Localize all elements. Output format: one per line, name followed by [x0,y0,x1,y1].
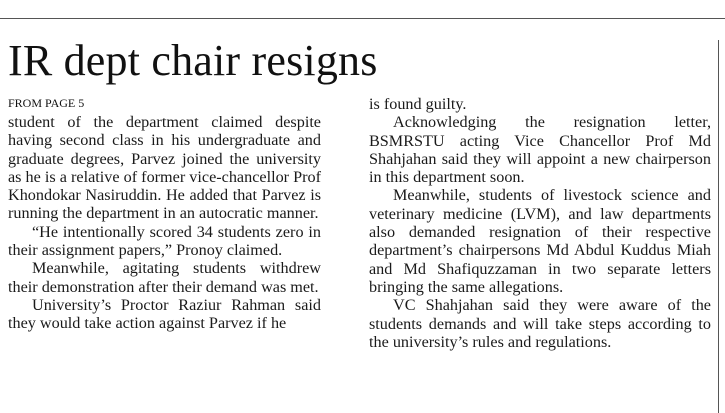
paragraph: Meanwhile, students of livestock science and veterinary medicine (LVM), and law departments also demanded resignation of their respective department’s chairpersons Md Abdul Kuddus Miah and Md Shafiquzzaman in two separate letters bringing the same allegations. [369,186,711,296]
paragraph: Acknowledging the resignation letter, BSMRSTU acting Vice Chancellor Prof Md Shahjahan said they will appoint a new chairperson in this department soon. [369,113,711,187]
paragraph: is found guilty. [369,95,467,113]
column-rule [718,40,719,413]
paragraph: “He intentionally scored 34 students zero in their assignment papers,” Pronoy claimed. [8,222,321,260]
paragraph: VC Shahjahan said they were aware of the students demands and will take steps according to the university’s rules and regulations. [369,296,711,351]
article-column-2 [369,95,711,351]
paragraph: University’s Proctor Raziur Rahman said they would take action against Parvez if he [8,295,321,333]
article-column-1 [8,113,321,333]
top-rule [0,18,725,19]
paragraph: student of the department claimed despite having second class in his undergraduate and graduate degrees, Parvez joined the university as he is a relative of former vice-chancellor Prof Khondokar Nasiruddin. He added that Parvez is running the department in an autocratic manner. [8,113,321,223]
paragraph: Meanwhile, agitating students withdrew their demonstration after their demand was met. [8,259,321,296]
jump-line: FROM PAGE 5 [8,96,85,110]
headline: IR dept chair resigns [8,36,378,85]
